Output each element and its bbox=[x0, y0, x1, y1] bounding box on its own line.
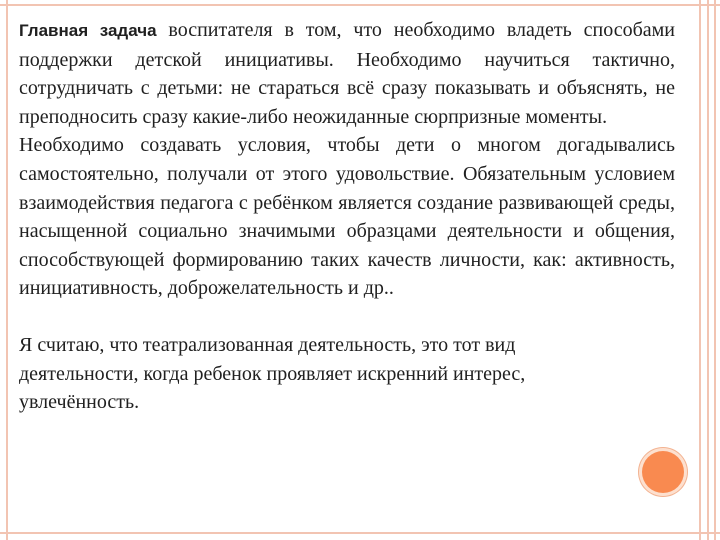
paragraph-main-task bbox=[19, 16, 675, 131]
frame-line-right-1 bbox=[699, 0, 701, 540]
paragraph-closing bbox=[19, 331, 675, 417]
frame-line-top bbox=[0, 4, 720, 6]
closing-line-1: Я считаю, что театрализованная деятельность, это тот вид bbox=[19, 333, 516, 356]
frame-line-left bbox=[6, 0, 8, 540]
intro-bold-text: Главная задача bbox=[19, 21, 157, 40]
paragraph1-text: воспитателя в том, что необходимо владеть способами поддержки детской инициативы. Необходимо научиться тактично, сотрудничать с детьми: не стараться всё сразу показывать и объяснять, не преподносить сразу какие-либо неожиданные сюрпризные моменты. bbox=[19, 19, 676, 128]
closing-line-3: увлечённость. bbox=[19, 391, 140, 414]
frame-line-right-3 bbox=[714, 0, 716, 540]
frame-line-bottom bbox=[0, 532, 720, 534]
paragraph-spacer bbox=[19, 303, 675, 331]
paragraph-conditions: Необходимо создавать условия, чтобы дети о многом догадывались самостоятельно, получали от этого удовольствие. Обязательным условием взаимодействия педагога с ребёнком является создание развивающей среды, насыщенной социально значимыми образцами деятельности и общения, способствующей формированию таких качеств личности, как: активность, инициативность, доброжелательность и др.. bbox=[19, 134, 675, 300]
slide-body bbox=[19, 16, 675, 417]
orange-circle-decoration bbox=[642, 451, 684, 493]
closing-line-2: деятельности, когда ребенок проявляет искренний интерес, bbox=[19, 362, 526, 385]
frame-line-right-2 bbox=[707, 0, 709, 540]
